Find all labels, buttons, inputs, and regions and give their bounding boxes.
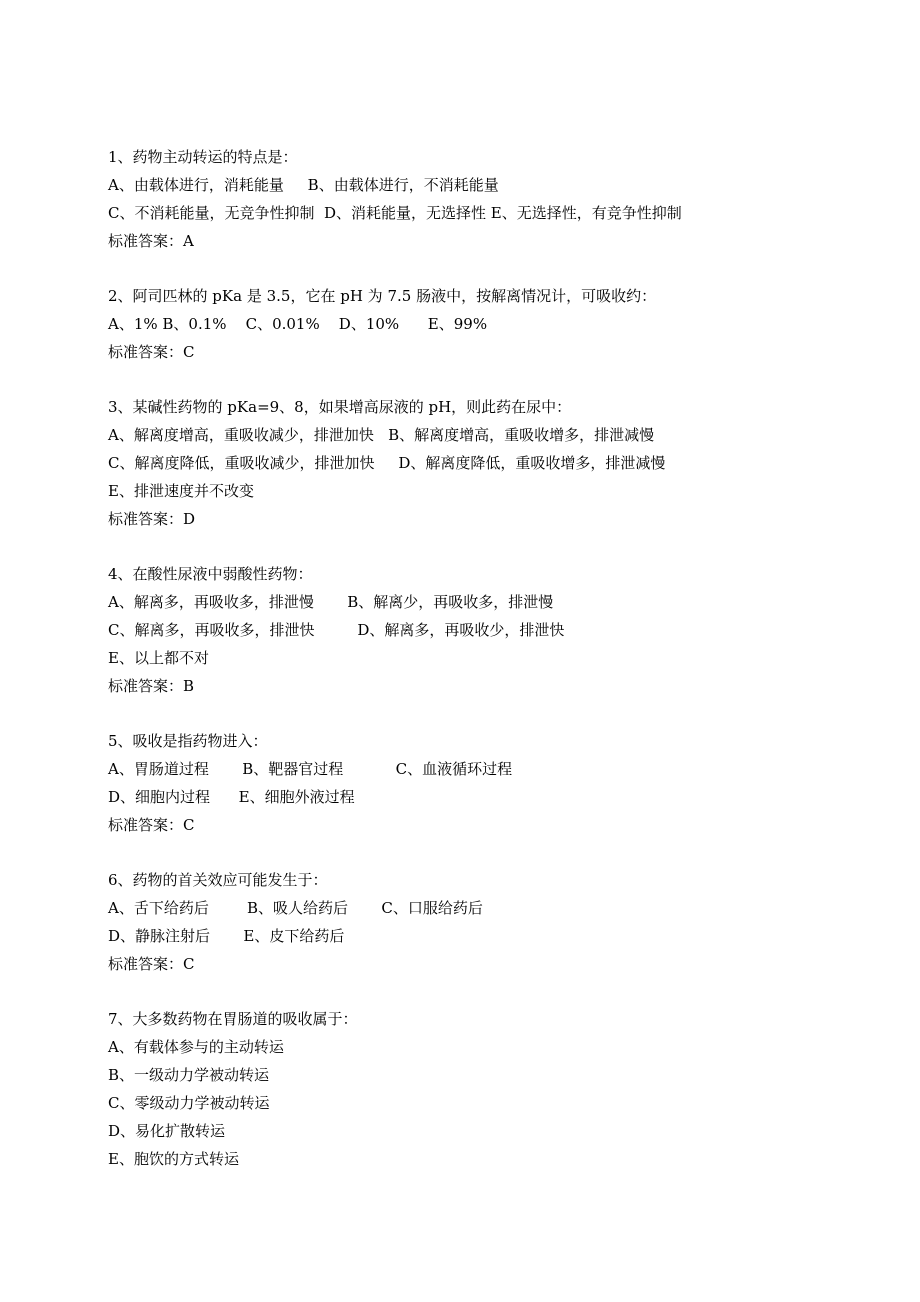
question-answer: 标准答案：C	[108, 343, 195, 361]
question-7	[108, 1005, 808, 1173]
question-4	[108, 560, 808, 700]
question-answer: 标准答案：A	[108, 232, 194, 250]
question-stem: 3、某碱性药物的 pKa=9、8，如果增高尿液的 pH，则此药在尿中：	[108, 398, 572, 416]
question-answer: 标准答案：C	[108, 816, 195, 834]
question-3	[108, 393, 808, 533]
question-stem: 7、大多数药物在胃肠道的吸收属于：	[108, 1010, 358, 1028]
question-options: D、静脉注射后 E、皮下给药后	[108, 927, 345, 945]
question-answer: 标准答案：C	[108, 955, 195, 973]
document-page	[108, 143, 808, 1200]
question-answer: 标准答案：B	[108, 677, 195, 695]
question-options: A、胃肠道过程 B、靶器官过程 C、血液循环过程	[108, 760, 513, 778]
question-options: C、零级动力学被动转运	[108, 1094, 270, 1112]
question-options: B、一级动力学被动转运	[108, 1066, 270, 1084]
question-options: D、易化扩散转运	[108, 1122, 226, 1140]
question-stem: 6、药物的首关效应可能发生于：	[108, 871, 328, 889]
question-1	[108, 143, 808, 255]
question-options: A、1% B、0.1% C、0.01% D、10% E、99%	[108, 315, 488, 333]
question-6	[108, 866, 808, 978]
question-options: A、解离多，再吸收多，排泄慢 B、解离少，再吸收多，排泄慢	[108, 593, 554, 611]
question-options: A、由载体进行，消耗能量 B、由载体进行，不消耗能量	[108, 176, 499, 194]
question-options: E、排泄速度并不改变	[108, 482, 254, 500]
question-stem: 1、药物主动转运的特点是：	[108, 148, 298, 166]
question-options: A、舌下给药后 B、吸人给药后 C、口服给药后	[108, 899, 483, 917]
question-stem: 4、在酸性尿液中弱酸性药物：	[108, 565, 313, 583]
question-options: A、解离度增高，重吸收减少，排泄加快 B、解离度增高，重吸收增多，排泄减慢	[108, 426, 655, 444]
question-options: E、胞饮的方式转运	[108, 1150, 239, 1168]
question-5	[108, 727, 808, 839]
question-stem: 2、阿司匹林的 pKa 是 3.5，它在 pH 为 7.5 肠液中，按解离情况计，可吸收约：	[108, 287, 657, 305]
question-options: C、不消耗能量，无竞争性抑制 D、消耗能量，无选择性 E、无选择性，有竞争性抑制	[108, 204, 682, 222]
question-2	[108, 282, 808, 366]
question-answer: 标准答案：D	[108, 510, 196, 528]
question-stem: 5、吸收是指药物进入：	[108, 732, 268, 750]
question-options: E、以上都不对	[108, 649, 209, 667]
question-options: D、细胞内过程 E、细胞外液过程	[108, 788, 355, 806]
question-options: C、解离多，再吸收多，排泄快 D、解离多，再吸收少，排泄快	[108, 621, 565, 639]
question-options: C、解离度降低，重吸收减少，排泄加快 D、解离度降低，重吸收增多，排泄减慢	[108, 454, 666, 472]
question-options: A、有载体参与的主动转运	[108, 1038, 284, 1056]
